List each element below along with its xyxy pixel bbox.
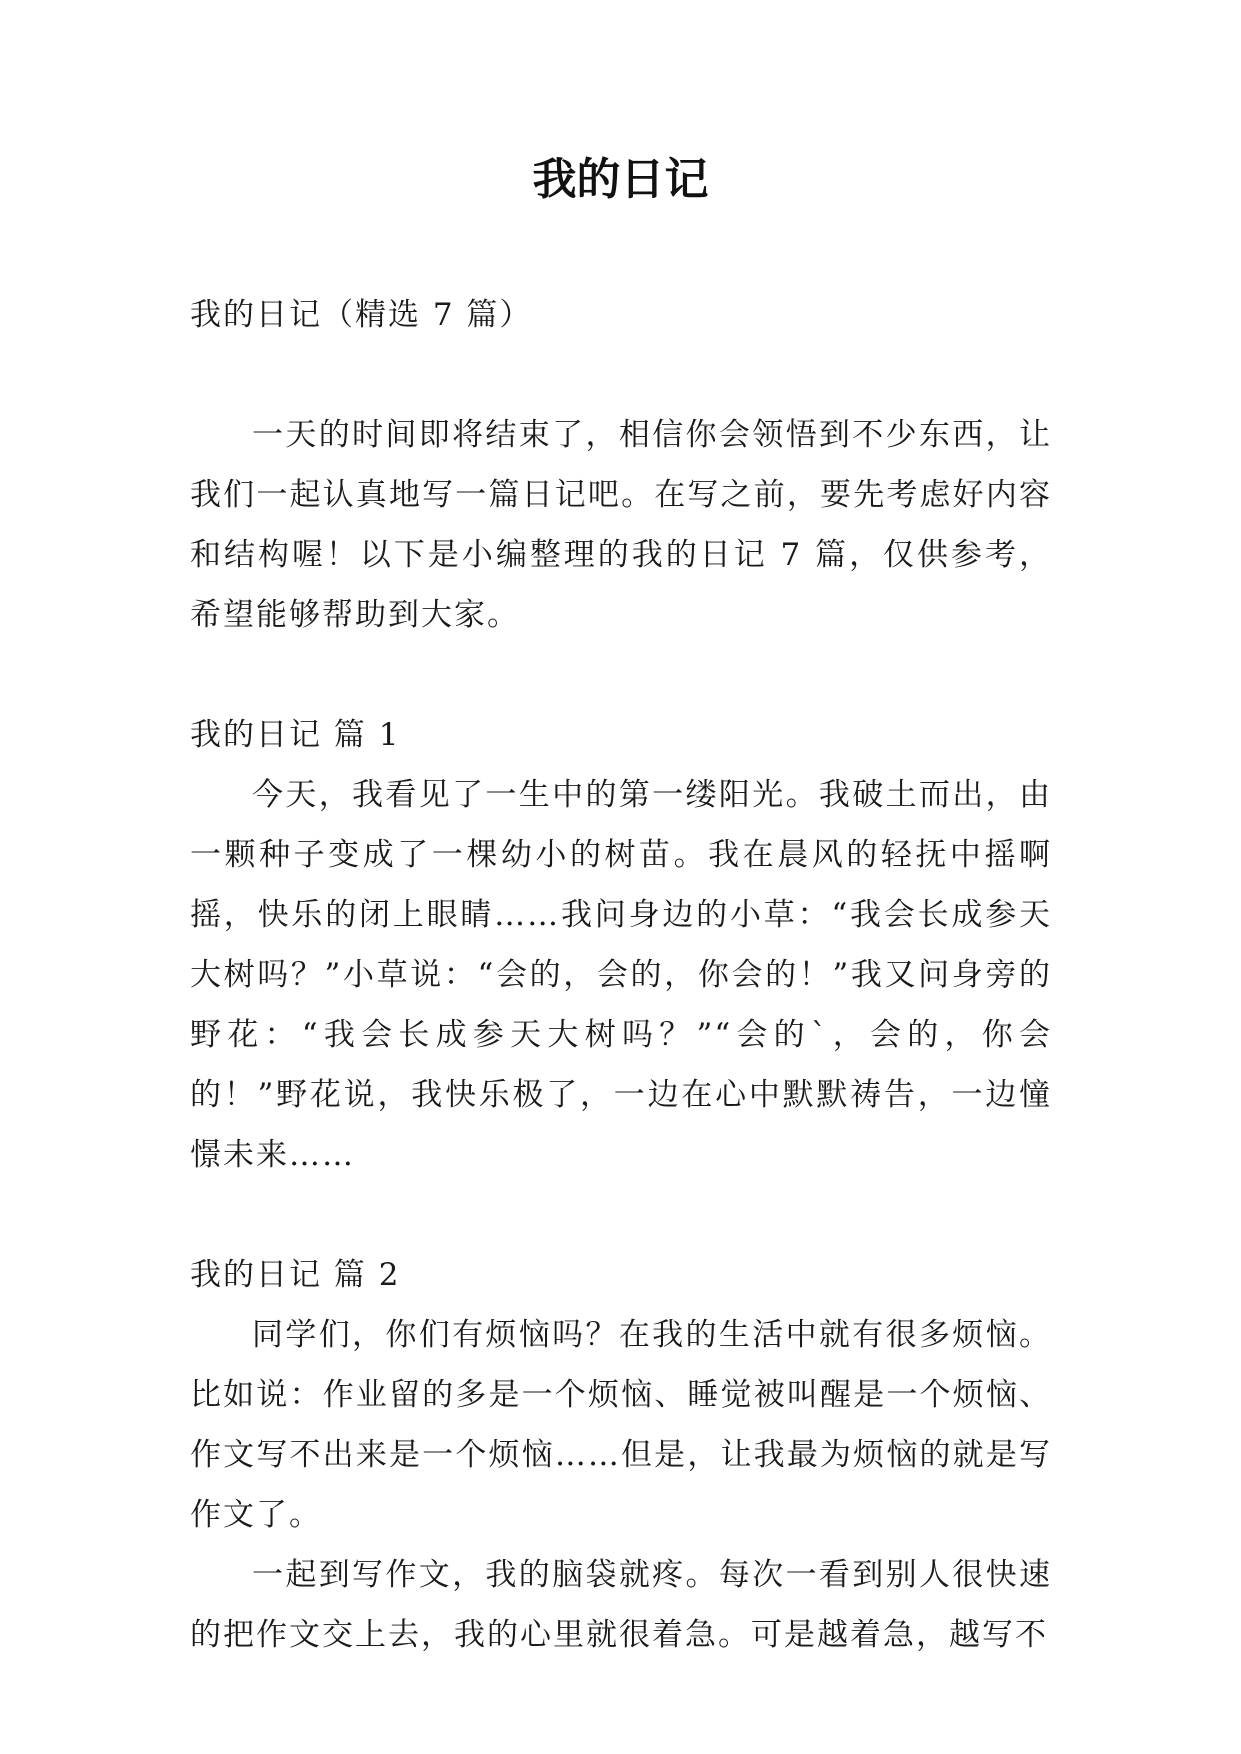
document-title: 我的日记 — [532, 154, 709, 205]
intro-paragraph: 一天的时间即将结束了，相信你会领悟到不少东西，让我们一起认真地写一篇日记吧。在写之前，要先考虑好内容和结构喔！以下是小编整理的我的日记 7 篇，仅供参考，希望能够帮助到大家。 — [190, 417, 1052, 633]
section-2-paragraph-2: 一起到写作文，我的脑袋就疼。每次一看到别人很快速的把作文交上去，我的心里就很着急。可是越着急，越写不 — [190, 1557, 1052, 1653]
document-body — [190, 285, 1052, 1665]
section-heading-1: 我的日记 篇 1 — [190, 717, 401, 753]
section-1-paragraph-1: 今天，我看见了一生中的第一缕阳光。我破土而出，由一颗种子变成了一棵幼小的树苗。我在晨风的轻抚中摇啊摇，快乐的闭上眼睛……我问身边的小草：“我会长成参天大树吗？”小草说：“会的，会的，你会的！”我又问身旁的野花：“我会长成参天大树吗？”“会的`，会的，你会的！”野花说，我快乐极了，一边在心中默默祷告，一边憧憬未来…… — [190, 777, 1052, 1173]
section-2-paragraph-1: 同学们，你们有烦恼吗？在我的生活中就有很多烦恼。比如说：作业留的多是一个烦恼、睡觉被叫醒是一个烦恼、作文写不出来是一个烦恼……但是，让我最为烦恼的就是写作文了。 — [190, 1317, 1052, 1533]
document-subtitle: 我的日记（精选 7 篇） — [190, 297, 533, 333]
section-heading-2: 我的日记 篇 2 — [190, 1257, 401, 1293]
